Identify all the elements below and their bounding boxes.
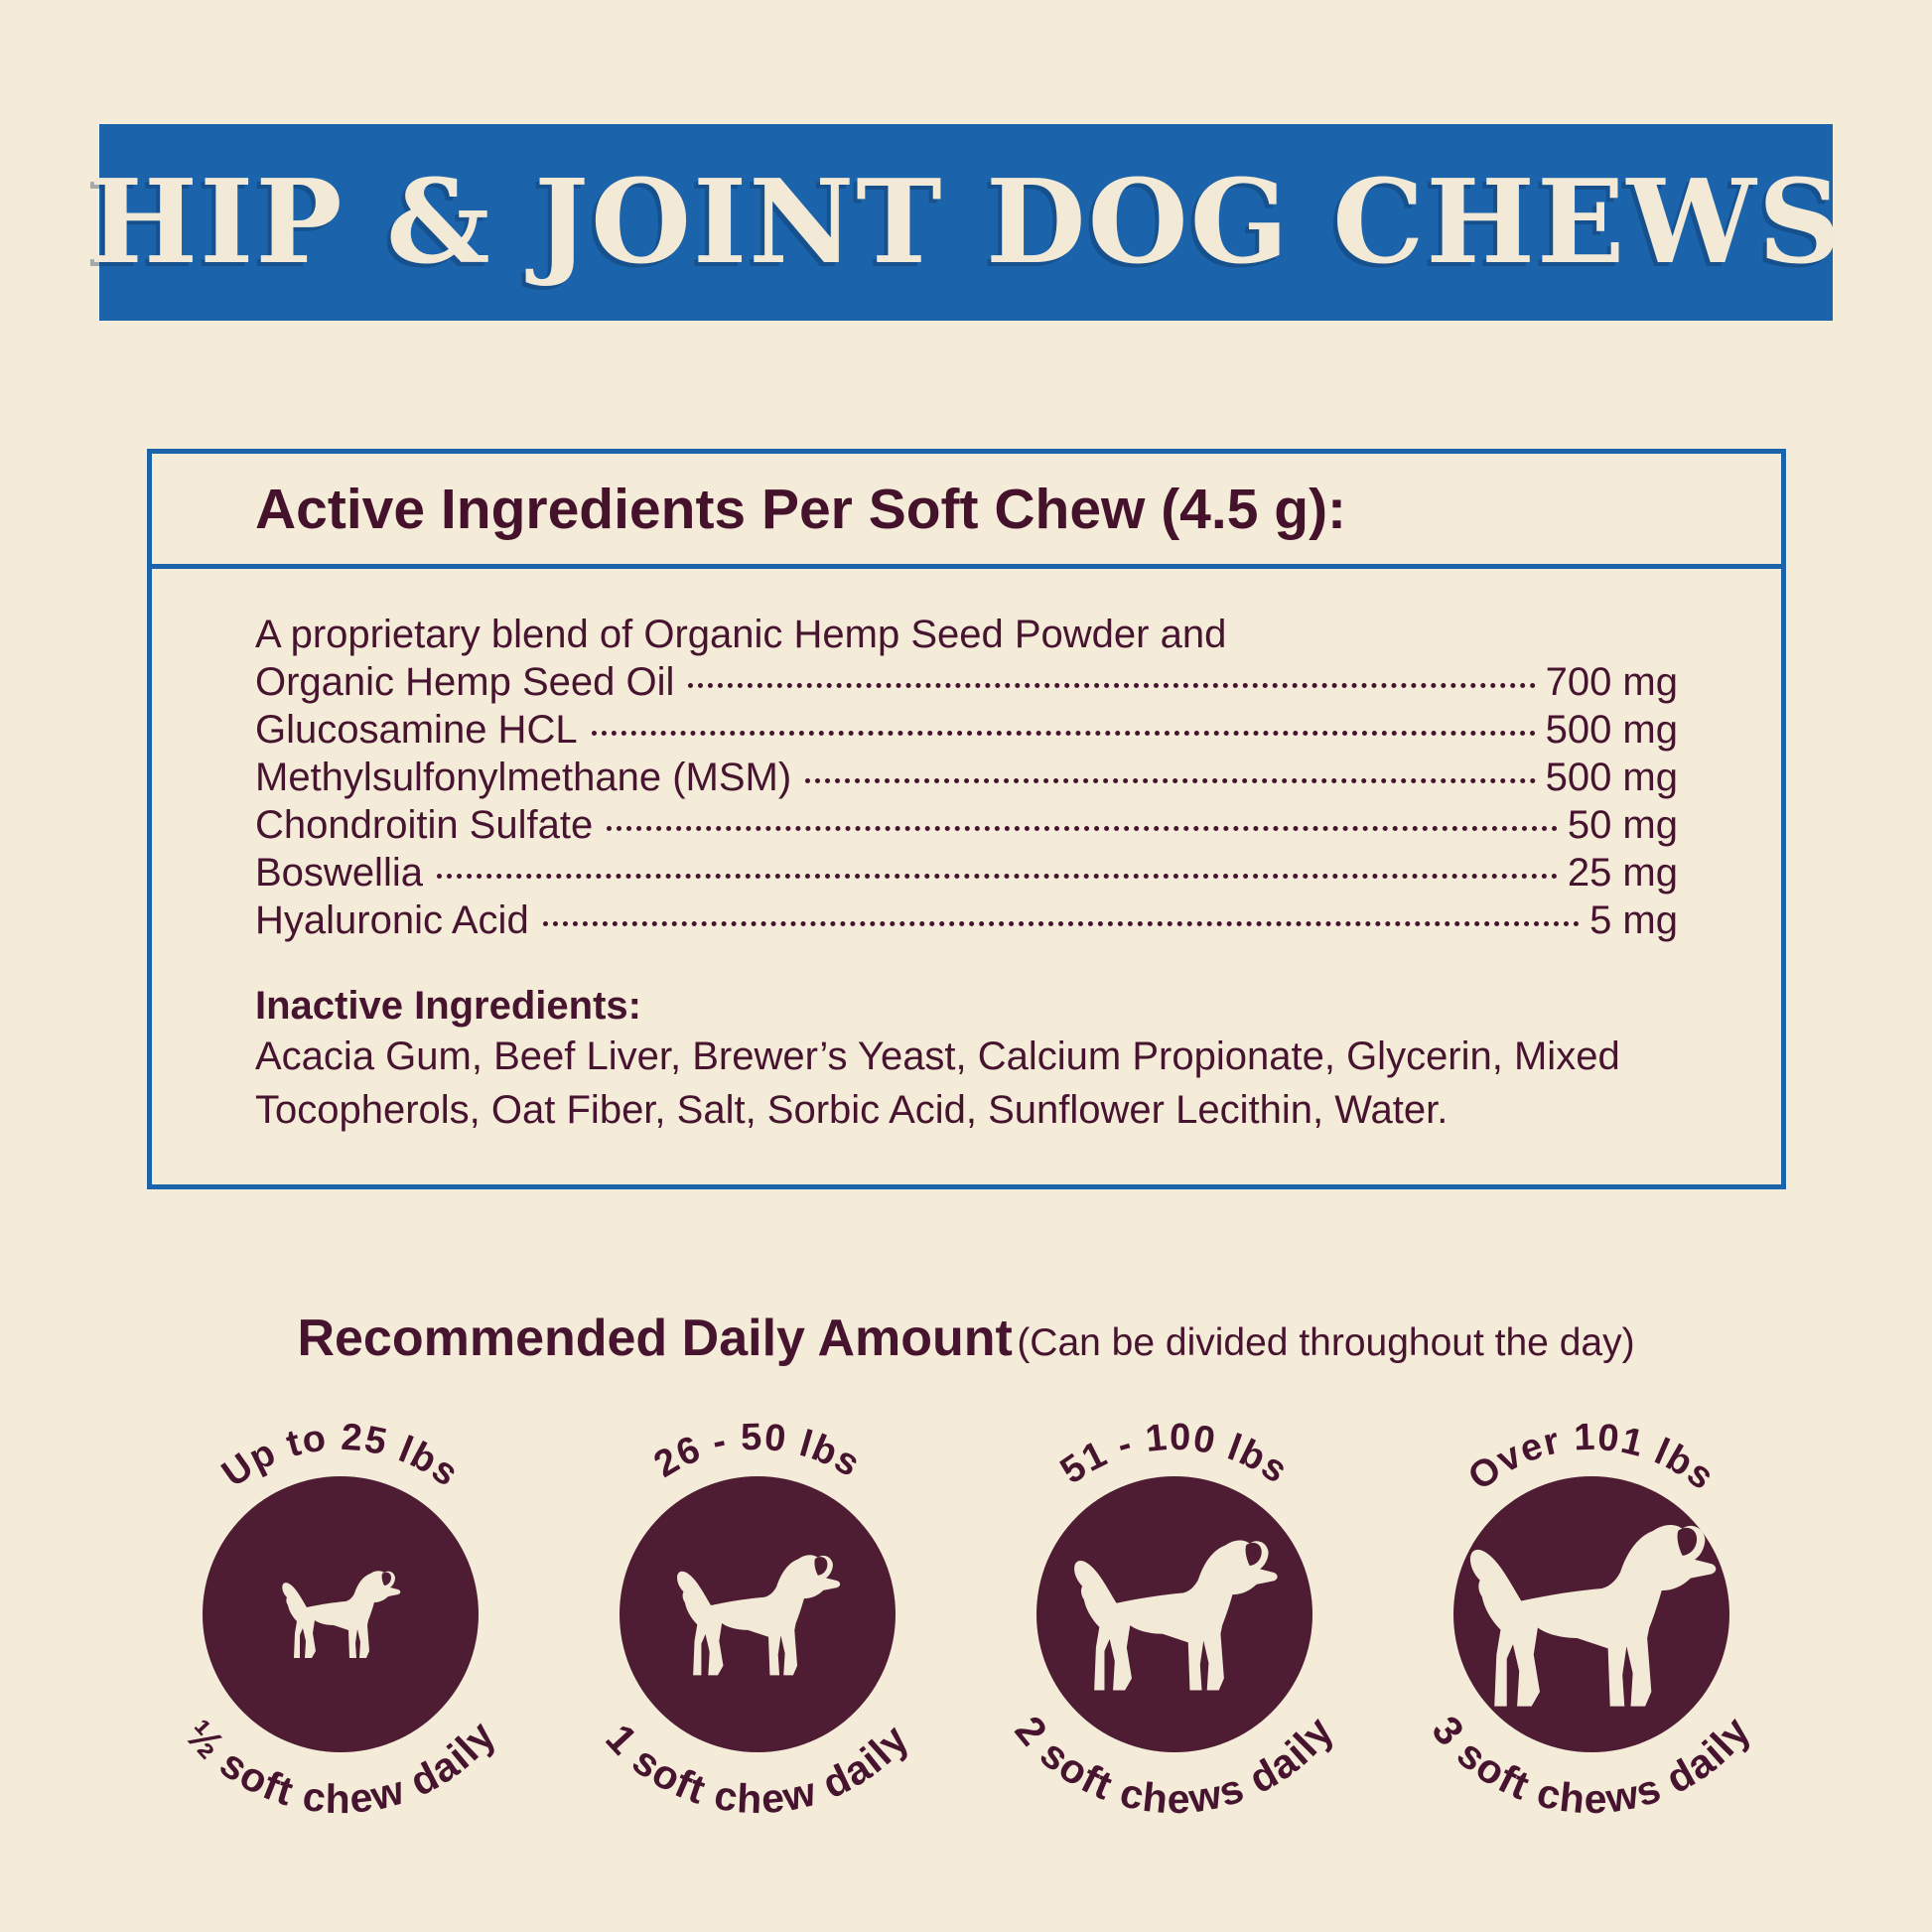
blend-intro-line: A proprietary blend of Organic Hemp Seed Powder and <box>255 613 1227 656</box>
dosage-heading-row <box>0 1309 1932 1368</box>
weight-arc-text: 51 - 100 lbs <box>1052 1416 1297 1493</box>
ingredient-row <box>255 801 1678 849</box>
ingredient-amount: 5 mg <box>1589 898 1678 942</box>
dosage-heading: Recommended Daily Amount <box>297 1310 1013 1367</box>
ingredient-amount: 700 mg <box>1545 660 1678 704</box>
ingredient-amount: 25 mg <box>1567 851 1678 895</box>
inactive-ingredients-heading: Inactive Ingredients: <box>255 984 641 1028</box>
ingredient-name: Glucosamine HCL <box>255 708 578 752</box>
dose-arc-text: ½ soft chew daily <box>176 1711 505 1823</box>
ingredient-amount: 500 mg <box>1545 756 1678 799</box>
title-banner <box>88 124 1844 321</box>
dot-leader <box>688 683 1535 688</box>
dosage-groups <box>0 1398 1932 1845</box>
weight-arc-text: 26 - 50 lbs <box>646 1416 869 1486</box>
active-ingredients-panel <box>147 449 1786 1189</box>
inactive-ingredients-text: Acacia Gum, Beef Liver, Brewer’s Yeast, Calcium Propionate, Glycerin, Mixed Tocopherols, Oat Fiber, Salt, Sorbic Acid, Sunflower Lecithin, Water. <box>255 1035 1620 1132</box>
product-title: HIP & JOINT DOG CHEWS <box>88 155 1844 290</box>
dot-leader <box>607 826 1558 831</box>
weight-arc-text: Up to 25 lbs <box>214 1416 468 1496</box>
dosage-group-26-50 <box>549 1398 966 1845</box>
dot-leader <box>592 731 1536 736</box>
dosage-heading-note: (Can be divided throughout the day) <box>1017 1321 1635 1364</box>
weight-arc-text: Over 101 lbs <box>1460 1416 1724 1499</box>
panel-heading: Active Ingredients Per Soft Chew (4.5 g): <box>255 477 1347 541</box>
ingredient-amount: 500 mg <box>1545 708 1678 752</box>
ingredient-name: Hyaluronic Acid <box>255 898 529 942</box>
ingredient-row <box>255 754 1678 801</box>
ingredient-name: Methylsulfonylmethane (MSM) <box>255 756 792 799</box>
ingredient-name: Boswellia <box>255 851 423 895</box>
ingredient-row <box>255 706 1678 754</box>
panel-heading-row <box>152 454 1781 569</box>
dosage-group-over-101 <box>1383 1398 1800 1845</box>
dose-arc-text: 1 soft chew daily <box>597 1715 918 1823</box>
dose-arc-text: 3 soft chews daily <box>1423 1707 1760 1823</box>
dot-leader <box>437 874 1558 879</box>
ingredient-name: Chondroitin Sulfate <box>255 803 594 847</box>
panel-body <box>152 569 1781 1137</box>
dot-leader <box>805 778 1535 783</box>
ingredient-row <box>255 897 1678 944</box>
ingredient-row <box>255 658 1678 706</box>
dot-leader <box>543 921 1580 926</box>
ingredient-amount: 50 mg <box>1567 803 1678 847</box>
ingredient-row <box>255 849 1678 897</box>
dosage-group-up-to-25 <box>132 1398 549 1845</box>
dose-arc-text: 2 soft chews daily <box>1006 1707 1343 1823</box>
ingredient-name: Organic Hemp Seed Oil <box>255 660 675 704</box>
dosage-group-51-100 <box>966 1398 1383 1845</box>
